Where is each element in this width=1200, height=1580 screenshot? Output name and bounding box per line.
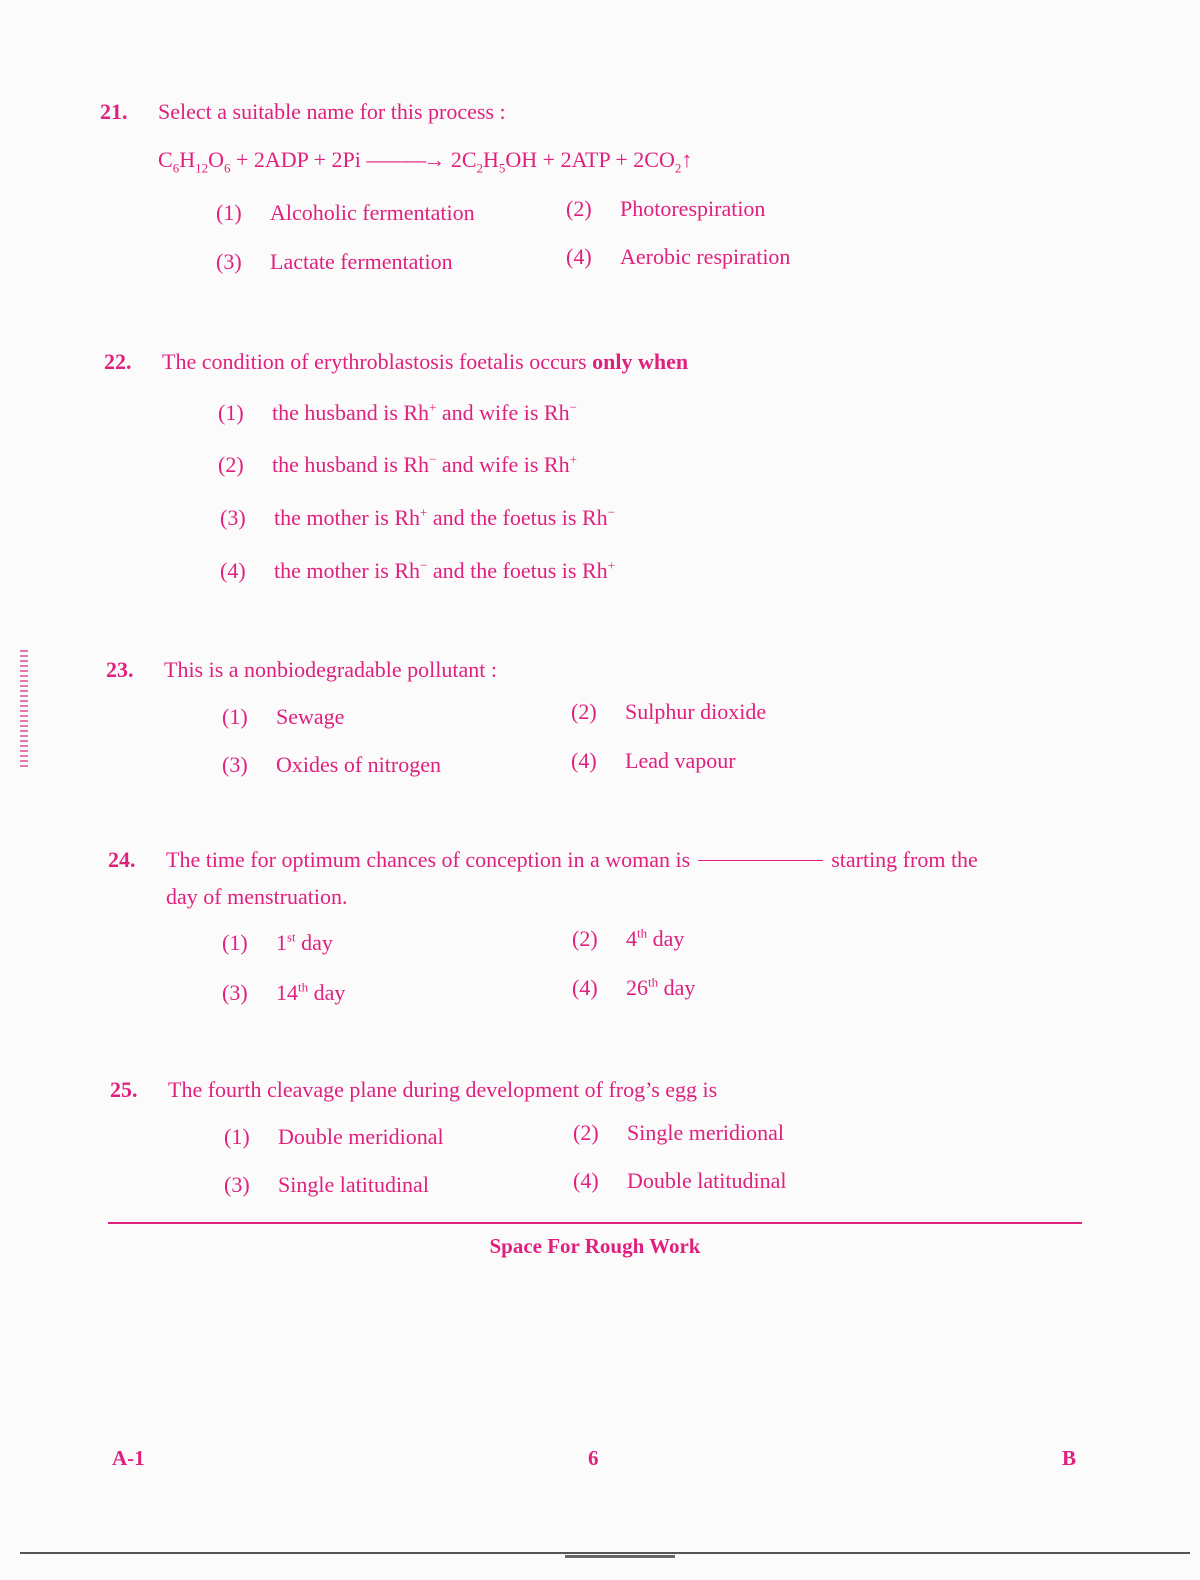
option-24-2[interactable] bbox=[572, 926, 684, 952]
option-number: (1) bbox=[216, 200, 242, 225]
option-number: (4) bbox=[573, 1168, 599, 1193]
option-text: Single latitudinal bbox=[278, 1172, 429, 1197]
option-text: Sewage bbox=[276, 704, 345, 729]
option-number: (3) bbox=[224, 1172, 250, 1197]
option-number: (3) bbox=[222, 752, 248, 777]
option-number: (3) bbox=[216, 249, 242, 274]
question-number: 24. bbox=[108, 847, 136, 872]
option-number: (1) bbox=[222, 704, 248, 729]
option-number: (3) bbox=[220, 505, 246, 530]
question-text-emphasis: only when bbox=[592, 349, 689, 374]
question-25 bbox=[110, 1076, 1110, 1106]
option-text: Oxides of nitrogen bbox=[276, 752, 441, 777]
option-number: (2) bbox=[566, 196, 592, 221]
option-23-3[interactable] bbox=[222, 752, 441, 778]
fill-in-blank bbox=[698, 860, 823, 861]
question-number: 23. bbox=[106, 657, 134, 682]
question-text: The fourth cleavage plane during development of frog’s egg is bbox=[168, 1077, 718, 1102]
option-text: the husband is Rh− and wife is Rh+ bbox=[272, 451, 577, 477]
option-number: (1) bbox=[222, 930, 248, 955]
question-text bbox=[162, 348, 688, 377]
option-number: (2) bbox=[573, 1120, 599, 1145]
option-22-2[interactable] bbox=[218, 452, 577, 478]
option-text: Photorespiration bbox=[620, 196, 766, 221]
rough-work-divider bbox=[108, 1222, 1082, 1224]
option-number: (2) bbox=[218, 452, 244, 477]
option-number: (4) bbox=[566, 244, 592, 269]
question-23 bbox=[106, 656, 1106, 686]
option-text: the mother is Rh− and the foetus is Rh+ bbox=[274, 557, 615, 583]
option-25-4[interactable] bbox=[573, 1168, 786, 1194]
option-number: (2) bbox=[571, 699, 597, 724]
option-23-2[interactable] bbox=[571, 699, 766, 725]
chemical-equation: $C_6H_{12}O_6 + 2ADP + 2Pi$ ———→ $2C_2H_5OH + 2ATP$ + $2CO_2↑$ bbox=[158, 147, 693, 176]
page-number: 6 bbox=[588, 1446, 599, 1470]
option-number: (2) bbox=[572, 926, 598, 951]
question-text: Select a suitable name for this process : bbox=[158, 99, 506, 124]
question-text-line2: day of menstruation. bbox=[166, 884, 348, 909]
option-text: Sulphur dioxide bbox=[625, 699, 767, 724]
option-number: (3) bbox=[222, 980, 248, 1005]
option-text: the mother is Rh+ and the foetus is Rh− bbox=[274, 504, 615, 530]
option-21-4[interactable] bbox=[566, 244, 790, 270]
option-25-3[interactable] bbox=[224, 1172, 429, 1198]
option-text: Double latitudinal bbox=[627, 1168, 787, 1193]
page-bottom-edge bbox=[20, 1552, 1190, 1554]
question-number: 22. bbox=[104, 349, 132, 374]
footer-code: A-1 bbox=[112, 1446, 145, 1470]
option-21-3[interactable] bbox=[216, 249, 453, 275]
option-text: 1st day bbox=[276, 929, 333, 955]
option-number: (4) bbox=[572, 975, 598, 1000]
booklet-series: B bbox=[1062, 1446, 1077, 1470]
question-text-plain: The condition of erythroblastosis foetalis occurs bbox=[162, 349, 593, 374]
option-24-3[interactable] bbox=[222, 980, 345, 1006]
question-24 bbox=[108, 846, 1108, 916]
barcode-mark bbox=[20, 650, 28, 768]
option-number: (4) bbox=[220, 558, 246, 583]
question-number: 25. bbox=[110, 1077, 138, 1102]
question-text bbox=[166, 846, 978, 875]
option-text: Aerobic respiration bbox=[620, 244, 791, 269]
option-23-1[interactable] bbox=[222, 704, 344, 730]
question-22 bbox=[104, 348, 1104, 378]
option-number: (4) bbox=[571, 748, 597, 773]
option-21-2[interactable] bbox=[566, 196, 765, 222]
option-text: Lead vapour bbox=[625, 748, 736, 773]
option-text: the husband is Rh+ and wife is Rh− bbox=[272, 399, 577, 425]
question-text-end: starting from the bbox=[831, 847, 978, 872]
question-text: This is a nonbiodegradable pollutant : bbox=[164, 657, 497, 682]
option-number: (1) bbox=[218, 400, 244, 425]
option-22-3[interactable] bbox=[220, 505, 615, 531]
option-25-1[interactable] bbox=[224, 1124, 444, 1150]
option-text: 26th day bbox=[626, 974, 696, 1000]
option-25-2[interactable] bbox=[573, 1120, 784, 1146]
rough-work-label: Space For Rough Work bbox=[489, 1234, 701, 1258]
option-number: (1) bbox=[224, 1124, 250, 1149]
option-22-4[interactable] bbox=[220, 558, 615, 584]
option-text: Double meridional bbox=[278, 1124, 444, 1149]
option-text: 14th day bbox=[276, 979, 346, 1005]
option-21-1[interactable] bbox=[216, 200, 475, 226]
option-text: Single meridional bbox=[627, 1120, 785, 1145]
option-24-4[interactable] bbox=[572, 975, 695, 1001]
option-23-4[interactable] bbox=[571, 748, 736, 774]
option-text: Lactate fermentation bbox=[270, 249, 453, 274]
option-24-1[interactable] bbox=[222, 930, 333, 956]
option-text: 4th day bbox=[626, 925, 685, 951]
option-text: Alcoholic fermentation bbox=[270, 200, 475, 225]
page-bottom-mark bbox=[565, 1555, 675, 1558]
question-number: 21. bbox=[100, 99, 128, 124]
question-text-start: The time for optimum chances of conception in a woman is bbox=[166, 847, 691, 872]
option-22-1[interactable] bbox=[218, 400, 577, 426]
